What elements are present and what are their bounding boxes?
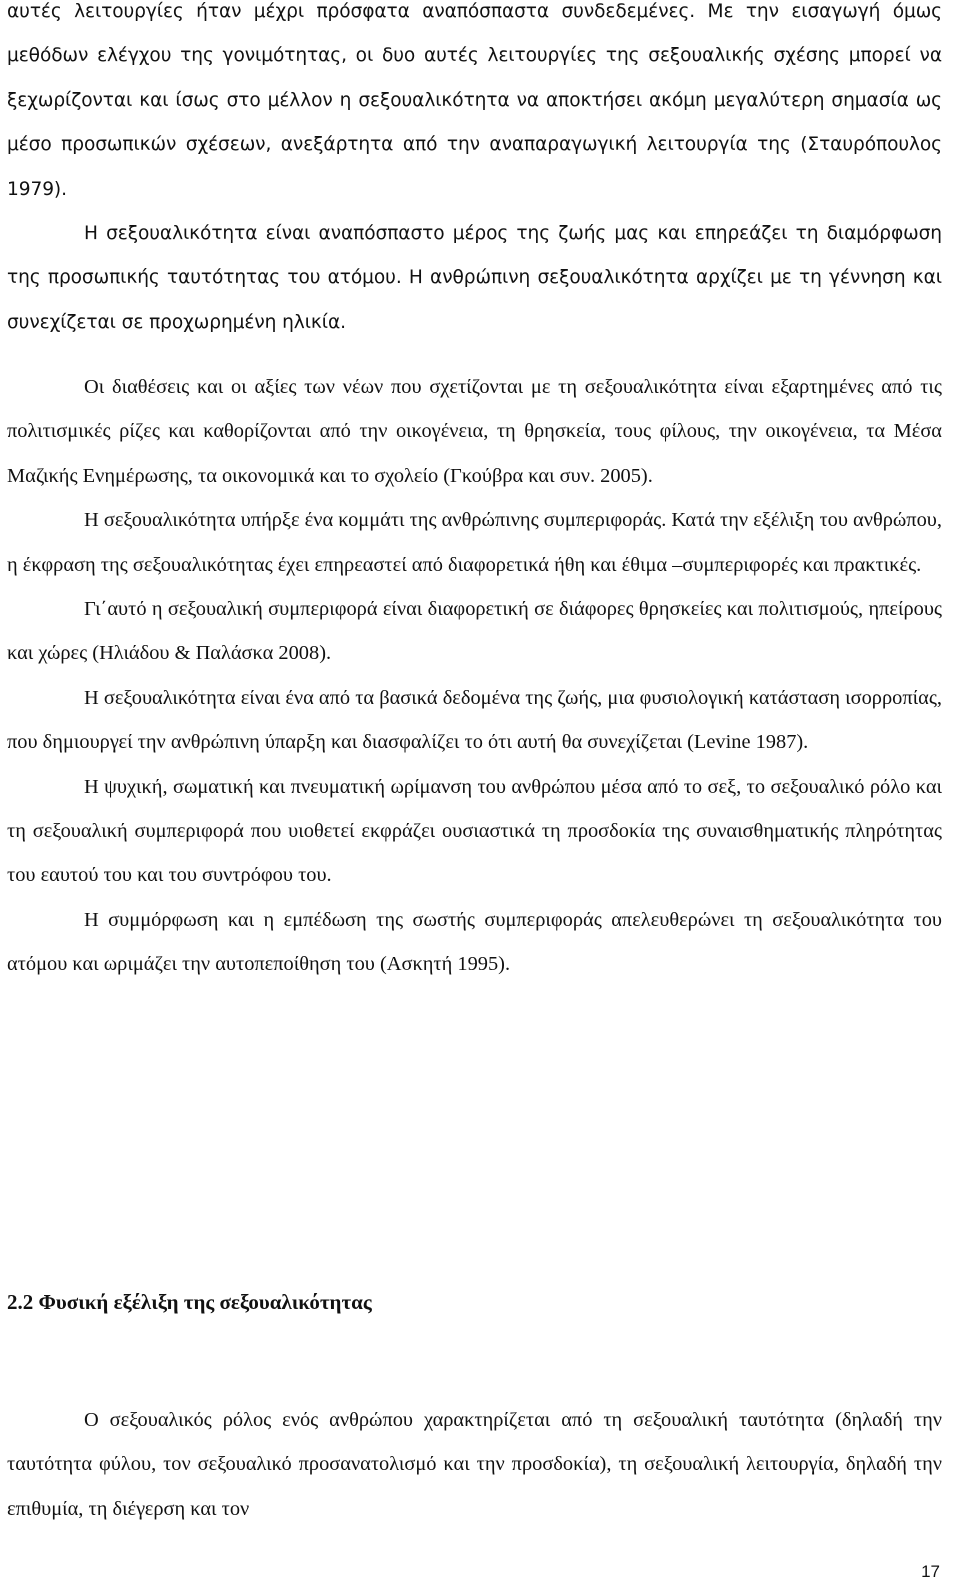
paragraph: Ο σεξουαλικός ρόλος ενός ανθρώπου χαρακτηρίζεται από τη σεξουαλική ταυτότητα (δηλαδή την ταυτότητα φύλου, τον σεξουαλικό προσανατολισμό και την προσδοκία), τη σεξουαλική λειτουργία, δηλαδή την επιθυμία, τη διέγερση και τον — [7, 1409, 942, 1520]
paragraph: Η σεξουαλικότητα υπήρξε ένα κομμάτι της ανθρώπινης συμπεριφοράς. Κατά την εξέλιξη του ανθρώπου, η έκφραση της σεξουαλικότητας έχει επηρεαστεί από διαφορετικά ήθη και έθιμα –συμπεριφορές και πρακτικές. — [7, 509, 942, 576]
paragraph: Η συμμόρφωση και η εμπέδωση της σωστής συμπεριφοράς απελευθερώνει τη σεξουαλικότητα του ατόμου και ωριμάζει την αυτοπεποίθηση του (Ασκητή 1995). — [7, 908, 942, 976]
body-text-block-3 — [7, 1398, 942, 1531]
paragraph: Οι διαθέσεις και οι αξίες των νέων που σχετίζονται με τη σεξουαλικότητα είναι εξαρτημένες από τις πολιτισμικές ρίζες και καθορίζονται από την οικογένεια, τη θρησκεία, τους φίλους, την οικογένεια, τα Μέσα Μαζικής Ενημέρωσης, τα οικονομικά και το σχολείο (Γκούβρα και συν. 2005). — [7, 376, 942, 487]
paragraph: Η σεξουαλικότητα είναι αναπόσπαστο μέρος της ζωής μας και επηρεάζει τη διαμόρφωση της προσωπικής ταυτότητας του ατόμου. Η ανθρώπινη σεξουαλικότητα αρχίζει με τη γέννηση και συνεχίζεται σε προχωρημένη ηλικία. — [7, 223, 942, 333]
section-heading: 2.2 Φυσική εξέλιξη της σεξουαλικότητας — [7, 1290, 372, 1314]
page-number: 17 — [921, 1562, 940, 1581]
paragraph: Η σεξουαλικότητα είναι ένα από τα βασικά δεδομένα της ζωής, μια φυσιολογική κατάσταση ισορροπίας, που δημιουργεί την ανθρώπινη ύπαρξη και διασφαλίζει το ότι αυτή θα συνεχίζεται (Levine 1987). — [7, 686, 942, 754]
body-text-block-2 — [7, 365, 942, 987]
paragraph: Γι΄αυτό η σεξουαλική συμπεριφορά είναι διαφορετική σε διάφορες θρησκείες και πολιτισμούς, ηπείρους και χώρες (Ηλιάδου & Παλάσκα 2008). — [7, 598, 942, 665]
body-text-block-1 — [7, 0, 942, 345]
paragraph: Η ψυχική, σωματική και πνευματική ωρίμανση του ανθρώπου μέσα από το σεξ, το σεξουαλικό ρόλο και τη σεξουαλική συμπεριφορά που υιοθετεί εκφράζει ουσιαστικά τη προσδοκία της συναισθηματικής πληρότητας του εαυτού του και του συντρόφου του. — [7, 775, 942, 887]
paragraph: αυτές λειτουργίες ήταν μέχρι πρόσφατα αναπόσπαστα συνδεδεμένες. Με την εισαγωγή όμως μεθόδων ελέγχου της γονιμότητας, οι δυο αυτές λειτουργίες της σεξουαλικής σχέσης μπορεί να ξεχωρίζονται και ίσως στο μέλλον η σεξουαλικότητα να αποκτήσει ακόμη μεγαλύτερη σημασία ως μέσο προσωπικών σχέσεων, ανεξάρτητα από την αναπαραγωγική λειτουργία της (Σταυρόπουλος 1979). — [7, 1, 942, 200]
